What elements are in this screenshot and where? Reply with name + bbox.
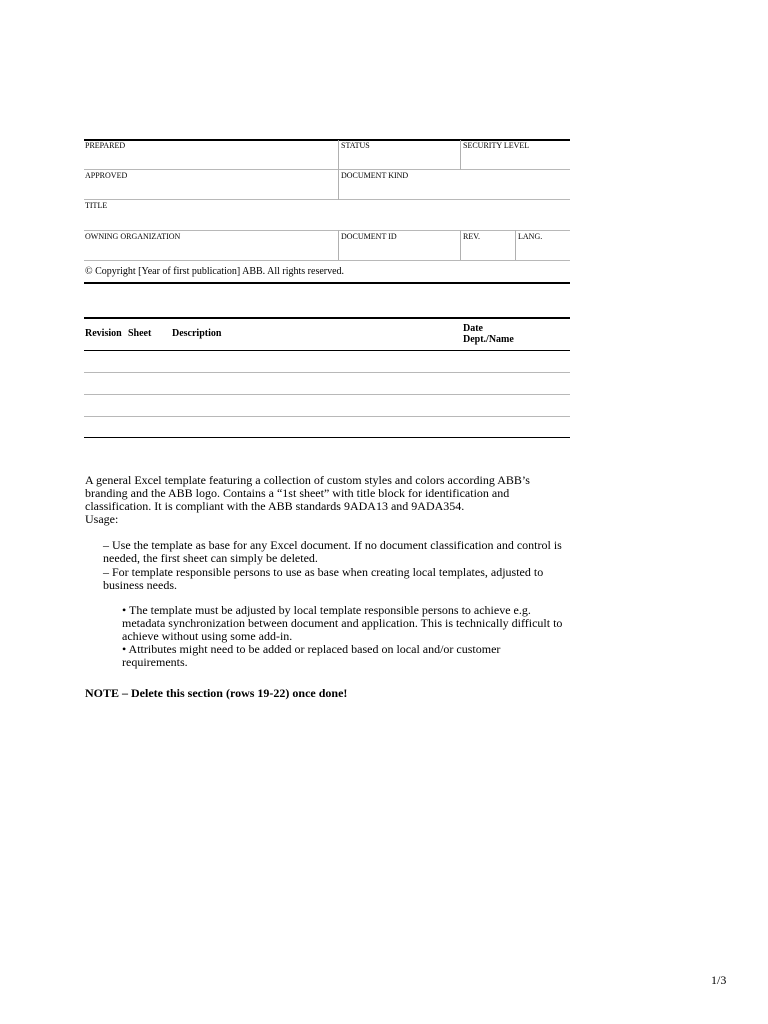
prepared-label: PREPARED xyxy=(85,141,126,150)
intro-paragraph: A general Excel template featuring a collection of custom styles and colors according ABB’s branding and the ABB logo. Contains a “1st sheet” with title block for identification and classification. It is compliant with the ABB standards 9ADA13 and 9ADA354. xyxy=(85,473,530,513)
title-block-row-divider xyxy=(84,260,570,261)
table-row xyxy=(84,394,570,395)
bullet-note: • The template must be adjusted by local template responsible persons to achieve e.g. metadata synchronization between document and application. This is technically difficult to achieve without using some add-in. xyxy=(122,603,563,643)
title-block-column-divider xyxy=(515,230,516,260)
revision-table-top-border xyxy=(84,317,570,319)
title-block-bottom-border xyxy=(84,282,570,284)
copyright-text: © Copyright [Year of first publication] ABB. All rights reserved. xyxy=(85,266,345,277)
security-level-label: SECURITY LEVEL xyxy=(463,141,530,150)
page-number: 1/3 xyxy=(711,973,727,987)
title-block-column-divider xyxy=(460,230,461,260)
usage-label: Usage: xyxy=(85,512,119,526)
approved-label: APPROVED xyxy=(85,171,128,180)
document-kind-label: DOCUMENT KIND xyxy=(341,171,409,180)
title-block-row-divider xyxy=(84,169,570,170)
title-block-row-divider xyxy=(84,199,570,200)
title-block-row-divider xyxy=(84,230,570,231)
description-header: Description xyxy=(172,328,222,339)
usage-item: – Use the template as base for any Excel document. If no document classification and control is needed, the first sheet can simply be deleted. xyxy=(103,538,562,565)
bullet-note: • Attributes might need to be added or replaced based on local and/or customer requirements. xyxy=(122,642,501,669)
table-row xyxy=(84,416,570,417)
date-header: Date xyxy=(463,323,483,334)
sheet-header: Sheet xyxy=(128,328,152,339)
title-block-column-divider xyxy=(338,140,339,200)
usage-item: – For template responsible persons to use as base when creating local templates, adjusted to business needs. xyxy=(103,565,544,592)
status-label: STATUS xyxy=(341,141,370,150)
rev-label: REV. xyxy=(463,232,480,241)
dept-name-header: Dept./Name xyxy=(463,334,514,345)
title-block-column-divider xyxy=(460,140,461,170)
revision-table-bottom-border xyxy=(84,437,570,438)
delete-section-note: NOTE – Delete this section (rows 19-22) once done! xyxy=(85,686,348,700)
lang-label: LANG. xyxy=(518,232,543,241)
revision-table-header-border xyxy=(84,350,570,351)
document-id-label: DOCUMENT ID xyxy=(341,232,397,241)
title-block-column-divider xyxy=(338,230,339,260)
revision-header: Revision xyxy=(85,328,122,339)
owning-organization-label: OWNING ORGANIZATION xyxy=(85,232,181,241)
table-row xyxy=(84,372,570,373)
title-label: TITLE xyxy=(85,201,108,210)
